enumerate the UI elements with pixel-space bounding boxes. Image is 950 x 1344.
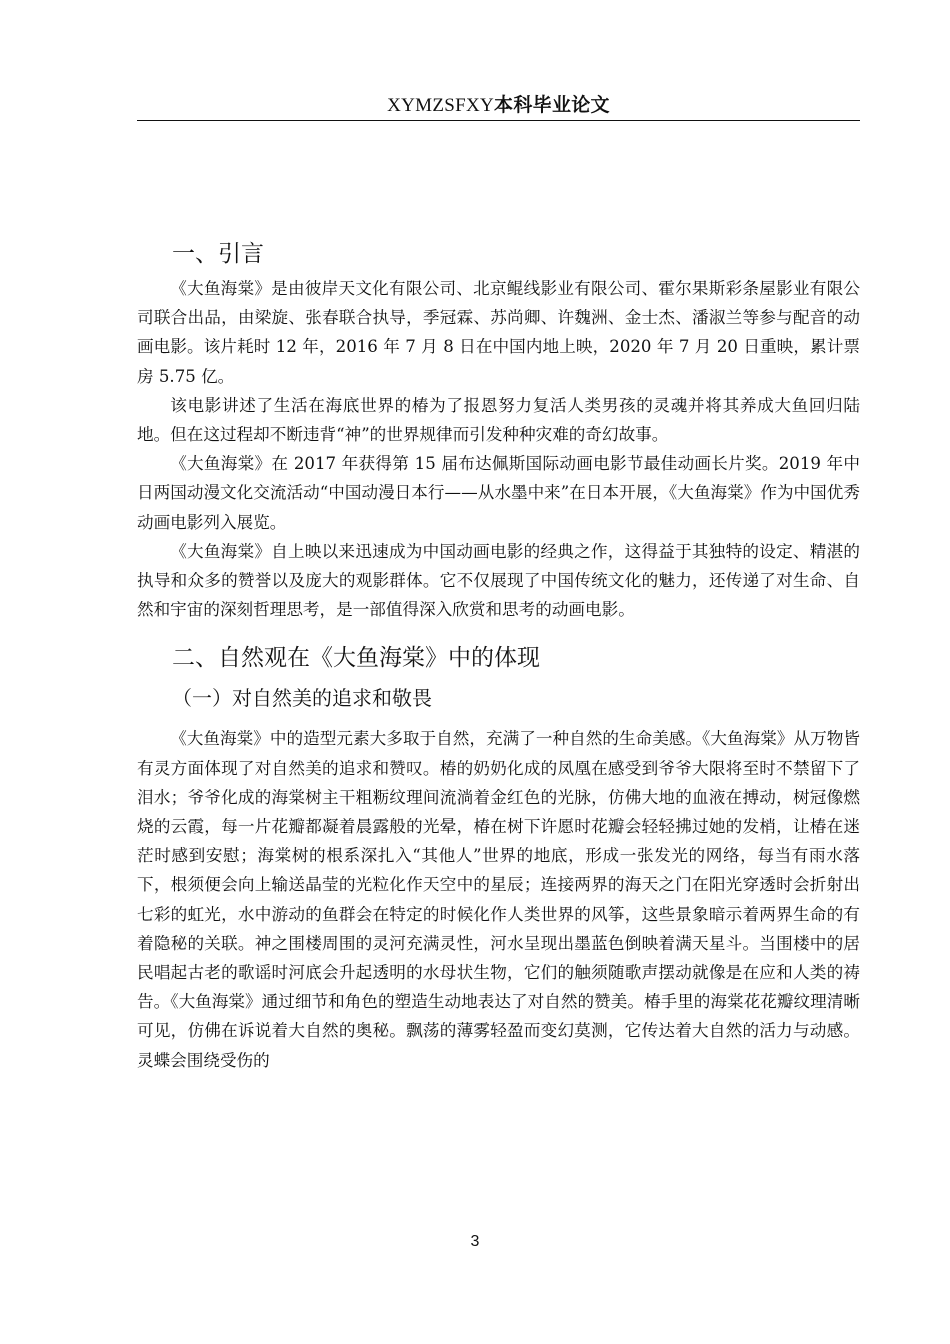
page-number: 3 — [470, 1233, 480, 1250]
subsection-1-heading: （一）对自然美的追求和敬畏 — [172, 686, 432, 711]
paragraph: 《大鱼海棠》在 2017 年获得第 15 届布达佩斯国际动画电影节最佳动画长片奖。2019 年中日两国动漫文化交流活动“中国动漫日本行——从水墨中来”在日本开展，《大鱼海棠》作为中国优秀动画电影列入展览。 — [137, 454, 860, 532]
paragraph: 《大鱼海棠》是由彼岸天文化有限公司、北京鲲线影业有限公司、霍尔果斯彩条屋影业有限公司联合出品，由梁旋、张春联合执导，季冠霖、苏尚卿、许魏洲、金士杰、潘淑兰等参与配音的动画电影。该片耗时 12 年，2016 年 7 月 8 日在中国内地上映，2020 年 7 月 20 日重映，累计票房 5.75 亿。 — [137, 279, 860, 386]
header-code: XYMZSFXY — [387, 95, 495, 116]
page-header — [137, 92, 860, 119]
header-title: 本科毕业论文 — [494, 94, 610, 116]
paragraph: 《大鱼海棠》自上映以来迅速成为中国动画电影的经典之作，这得益于其独特的设定、精湛的执导和众多的赞誉以及庞大的观影群体。它不仅展现了中国传统文化的魅力，还传递了对生命、自然和宇宙的深刻哲理思考，是一部值得深入欣赏和思考的动画电影。 — [137, 541, 860, 620]
section-1-heading: 一、引言 — [172, 241, 264, 267]
paragraph: 《大鱼海棠》中的造型元素大多取于自然，充满了一种自然的生命美感。《大鱼海棠》从万物皆有灵方面体现了对自然美的追求和赞叹。椿的奶奶化成的凤凰在感受到爷爷大限将至时不禁留下了泪水；爷爷化成的海棠树主干粗粝纹理间流淌着金红色的光脉，仿佛大地的血液在搏动，树冠像燃烧的云霞，每一片花瓣都凝着晨露般的光晕，椿在树下许愿时花瓣会轻轻拂过她的发梢，让椿在迷茫时感到安慰；海棠树的根系深扎入“其他人”世界的地底，形成一张发光的网络，每当有雨水落下，根须便会向上输送晶莹的光粒化作天空中的星辰；连接两界的海天之门在阳光穿透时会折射出七彩的虹光，水中游动的鱼群会在特定的时候化作人类世界的风筝，这些景象暗示着两界生命的有着隐秘的关联。神之围楼周围的灵河充满灵性，河水呈现出墨蓝色倒映着满天星斗。当围楼中的居民唱起古老的歌谣时河底会升起透明的水母状生物，它们的触须随歌声摆动就像是在应和人类的祷告。《大鱼海棠》通过细节和角色的塑造生动地表达了对自然的赞美。椿手里的海棠花花瓣纹理清晰可见，仿佛在诉说着大自然的奥秘。飘荡的薄雾轻盈而变幻莫测，它传达着大自然的活力与动感。灵蝶会围绕受伤的 — [137, 729, 860, 1070]
paragraph: 该电影讲述了生活在海底世界的椿为了报恩努力复活人类男孩的灵魂并将其养成大鱼回归陆地。但在这过程却不断违背“神”的世界规律而引发种种灾难的奇幻故事。 — [137, 395, 860, 445]
section-2-heading: 二、自然观在《大鱼海棠》中的体现 — [172, 645, 540, 672]
document-body — [137, 230, 860, 1075]
header-divider — [137, 120, 860, 121]
